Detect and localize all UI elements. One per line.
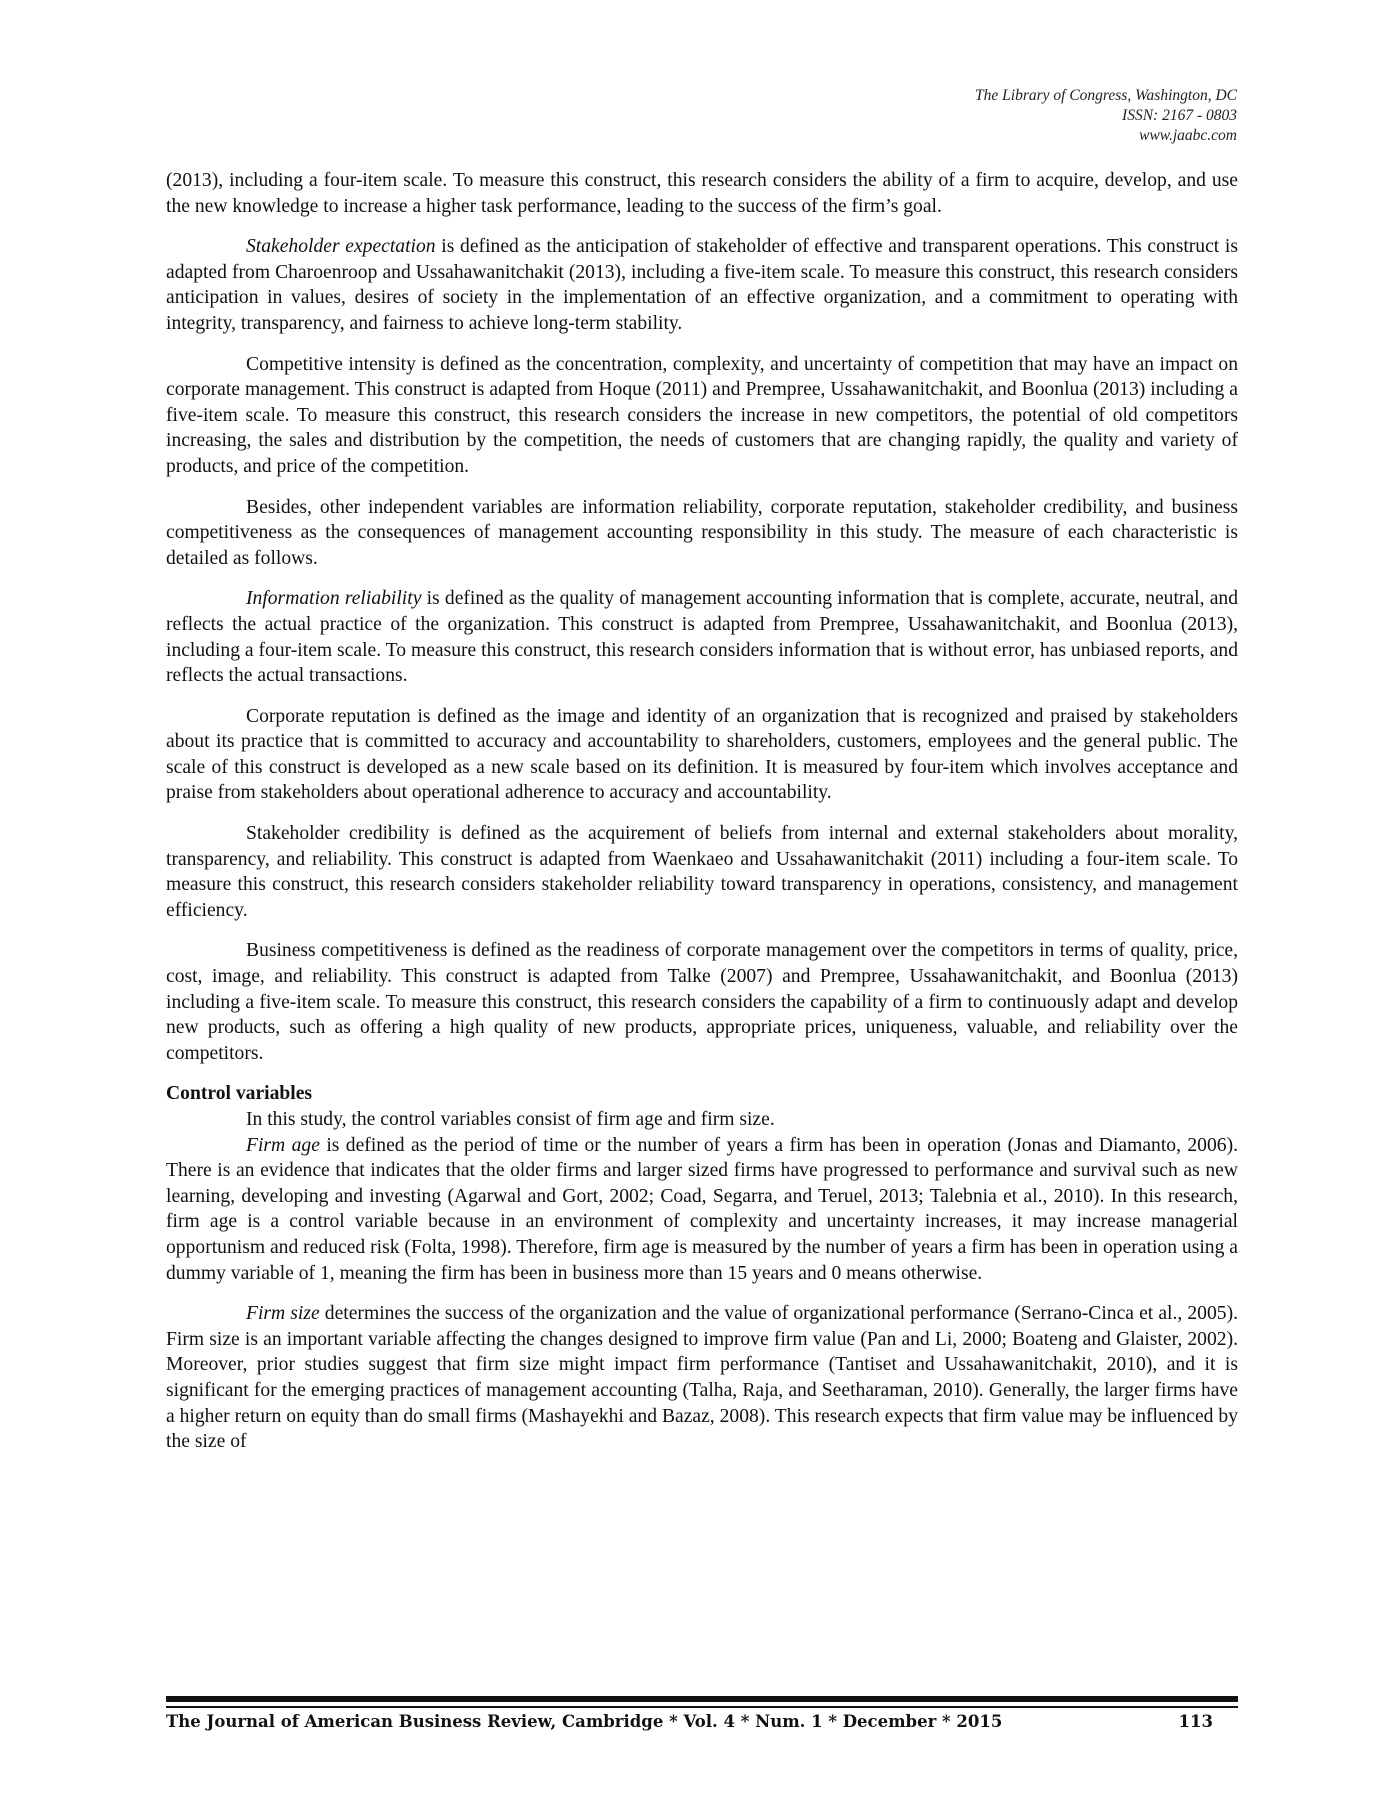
footer-rule-thin	[166, 1706, 1238, 1708]
paragraph-stakeholder-expectation	[166, 234, 1238, 336]
paragraph-text: determines the success of the organization and the value of organizational performance (Serrano-Cinca et al., 2005). Firm size is an important variable affecting the changes designed to improve firm value (Pan and Li, 2000; Boateng and Glaister, 2002). Moreover, prior studies suggest that firm size might impact firm performance (Tantiset and Ussahawanitchakit, 2010), and it is significant for the emerging practices of management accounting (Talha, Raja, and Seetharaman, 2010). Generally, the larger firms have a higher return on equity than do small firms (Mashayekhi and Bazaz, 2008). This research expects that firm value may be influenced by the size of	[166, 1303, 1238, 1453]
header-publisher: The Library of Congress, Washington, DC	[975, 87, 1237, 104]
paragraph-corporate-reputation: Corporate reputation is defined as the image and identity of an organization that is recognized and praised by stakeholders about its practice that is committed to accuracy and accountability to shareholders, customers, employees and the general public. The scale of this construct is developed as a new scale based on its definition. It is measured by four-item which involves acceptance and praise from stakeholders about operational adherence to accuracy and accountability.	[166, 705, 1238, 804]
body-text	[166, 168, 1238, 1470]
running-footer	[166, 1712, 1238, 1731]
page-number: 113	[1178, 1712, 1213, 1731]
header-website: www.jaabc.com	[1139, 127, 1237, 144]
paragraph-control-intro: In this study, the control variables consist of firm age and firm size.	[246, 1109, 775, 1130]
term-stakeholder-expectation: Stakeholder expectation	[246, 236, 436, 258]
paragraph-firm-size	[166, 1301, 1238, 1455]
paragraph-firm-age	[166, 1133, 1238, 1287]
paragraph-text: is defined as the period of time or the number of years a firm has been in operation (Jonas and Diamanto, 2006). There is an evidence that indicates that the older firms and larger sized firms have progressed to performance and survival such as new learning, developing and investing (Agarwal and Gort, 2002; Coad, Segarra, and Teruel, 2013; Talebnia et al., 2010). In this research, firm age is a control variable because in an environment of complexity and uncertainty increases, it may increase managerial opportunism and reduced risk (Folta, 1998). Therefore, firm age is measured by the number of years a firm has been in operation using a dummy variable of 1, meaning the firm has been in business more than 15 years and 0 means otherwise.	[166, 1134, 1238, 1284]
footer-rule-thick	[166, 1696, 1238, 1702]
term-firm-age: Firm age	[246, 1134, 320, 1156]
running-header	[975, 86, 1237, 146]
term-firm-size: Firm size	[246, 1303, 320, 1325]
paragraph-text: is defined as the quality of management accounting information that is complete, accurate, neutral, and reflects the actual practice of the organization. This construct is adapted from Prempree, Ussahawanitchakit, and Boonlua (2013), including a four-item scale. To measure this construct, this research considers information that is without error, has unbiased reports, and reflects the actual transactions.	[166, 588, 1239, 687]
paragraph-continuation: (2013), including a four-item scale. To measure this construct, this research considers the ability of a firm to acquire, develop, and use the new knowledge to increase a higher task performance, leading to the success of the firm’s goal.	[166, 170, 1238, 217]
paragraph-competitive-intensity: Competitive intensity is defined as the concentration, complexity, and uncertainty of competition that may have an impact on corporate management. This construct is adapted from Hoque (2011) and Prempree, Ussahawanitchakit, and Boonlua (2013) including a five-item scale. To measure this construct, this research considers the increase in new competitors, the potential of old competitors increasing, the sales and distribution by the competition, the needs of customers that are changing rapidly, the quality and variety of products, and price of the competition.	[166, 353, 1238, 477]
paragraph-business-competitiveness: Business competitiveness is defined as the readiness of corporate management over the competitors in terms of quality, price, cost, image, and reliability. This construct is adapted from Talke (2007) and Prempree, Ussahawanitchakit, and Boonlua (2013) including a five-item scale. To measure this construct, this research considers the capability of a firm to continuously adapt and develop new products, such as offering a high quality of new products, appropriate prices, uniqueness, valuable, and reliability over the competitors.	[166, 940, 1238, 1064]
paragraph-text: is defined as the anticipation of stakeholder of effective and transparent operations. This construct is adapted from Charoenroop and Ussahawanitchakit (2013), including a five-item scale. To measure this construct, this research considers anticipation in values, desires of society in the implementation of an effective organization, and a commitment to operating with integrity, transparency, and fairness to achieve long-term stability.	[166, 236, 1238, 334]
paragraph-stakeholder-credibility: Stakeholder credibility is defined as the acquirement of beliefs from internal and external stakeholders about morality, transparency, and reliability. This construct is adapted from Waenkaeo and Ussahawanitchakit (2011) including a four-item scale. To measure this construct, this research considers stakeholder reliability toward transparency in operations, consistency, and management efficiency.	[166, 823, 1238, 921]
paragraph-independent-variables: Besides, other independent variables are information reliability, corporate reputation, stakeholder credibility, and business competitiveness as the consequences of management accounting responsibility in this study. The measure of each characteristic is detailed as follows.	[166, 496, 1238, 569]
section-heading-control-variables: Control variables	[166, 1083, 313, 1105]
footer-journal-citation: The Journal of American Business Review, Cambridge * Vol. 4 * Num. 1 * December * 2015	[166, 1712, 1003, 1731]
term-information-reliability: Information reliability	[246, 588, 422, 610]
header-issn: ISSN: 2167 - 0803	[1122, 107, 1237, 124]
paragraph-information-reliability	[166, 586, 1238, 688]
